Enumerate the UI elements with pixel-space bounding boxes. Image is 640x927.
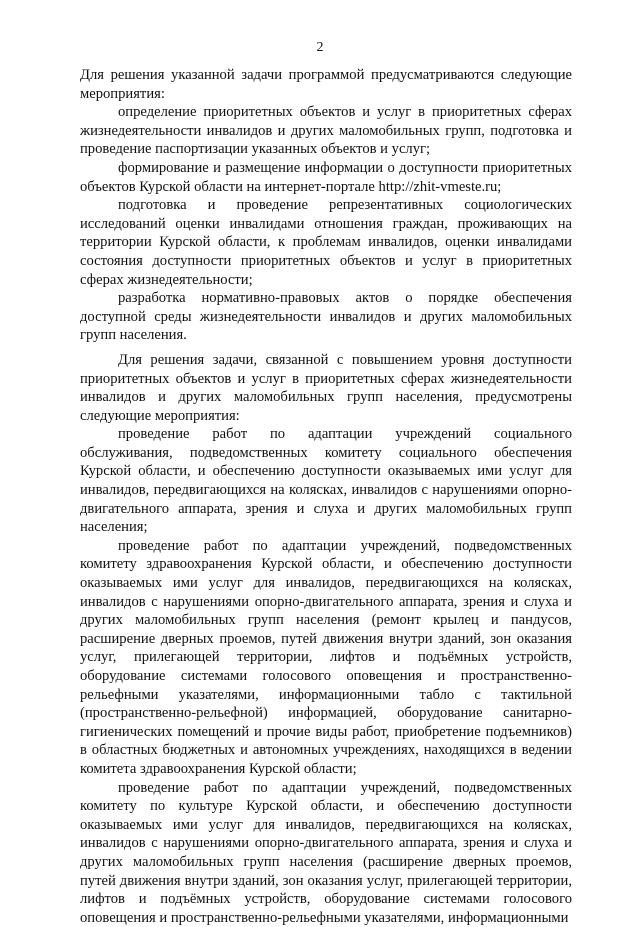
- culture-paragraph: проведение работ по адаптации учреждений, подведомственных комитету по культуре Курской области, и обеспечению доступности оказываемых ими услуг для инвалидов, передвигающихся на колясках, инвалидов с нарушениями опорно-двигательного аппарата, зрения и слуха и других маломобильных групп населения (расширение дверных проемов, путей движения внутри зданий, зон оказания услуг, прилегающей территории, лифтов и подъёмных устройств, оборудование системами голосового оповещения и пространственно-рельефными указателями, информационными: [80, 779, 572, 926]
- accessibility-task-paragraph: Для решения задачи, связанной с повышением уровня доступности приоритетных объектов и услуг в приоритетных сферах жизнедеятельности инвалидов и других маломобильных групп населения, предусмотрены следующие мероприятия:: [80, 351, 572, 424]
- page-number: 2: [316, 40, 324, 55]
- measure-identification-paragraph: определение приоритетных объектов и услуг в приоритетных сферах жизнедеятельности инвалидов и других маломобильных групп, подготовка и проведение паспортизации указанных объектов и услуг;: [80, 104, 572, 158]
- measure-legislation-paragraph: разработка нормативно-правовых актов о порядке обеспечения доступной среды жизнедеятельности инвалидов и других маломобильных групп населения.: [80, 290, 572, 344]
- document-body: [80, 66, 572, 927]
- healthcare-paragraph: проведение работ по адаптации учреждений, подведомственных комитету здравоохранения Курской области, и обеспечению доступности оказываемых ими услуг для инвалидов, передвигающихся на колясках, инвалидов с нарушениями опорно-двигательного аппарата, зрения и слуха и других маломобильных групп населения (ремонт крылец и пандусов, расширение дверных проемов, путей движения внутри зданий, зон оказания услуг, прилегающей территории, лифтов и подъёмных устройств, оборудование системами голосового оповещения и пространственно-рельефными указателями, информационными табло с тактильной (пространственно-рельефной) информацией, оборудование санитарно-гигиенических помещений и прочие виды работ, приобретение подъемников) в областных бюджетных и автономных учреждениях, находящихся в ведении комитета здравоохранения Курской области;: [80, 537, 572, 777]
- measure-information-paragraph: формирование и размещение информации о доступности приоритетных объектов Курской области на интернет-портале http://zhit-vmeste.ru;: [80, 159, 572, 195]
- measure-research-paragraph: подготовка и проведение репрезентативных социологических исследований оценки инвалидами отношения граждан, проживающих на территории Курской области, к проблемам инвалидов, оценки инвалидами состояния доступности приоритетных объектов и услуг в приоритетных сферах жизнедеятельности;: [80, 197, 572, 288]
- social-services-paragraph: проведение работ по адаптации учреждений социального обслуживания, подведомственных комитету социального обеспечения Курской области, и обеспечению доступности оказываемых ими услуг для инвалидов, передвигающихся на колясках, инвалидов с нарушениями опорно-двигательного аппарата, зрения и слуха и других маломобильных групп населения;: [80, 426, 572, 536]
- intro-paragraph: Для решения указанной задачи программой предусматриваются следующие мероприятия:: [80, 67, 572, 102]
